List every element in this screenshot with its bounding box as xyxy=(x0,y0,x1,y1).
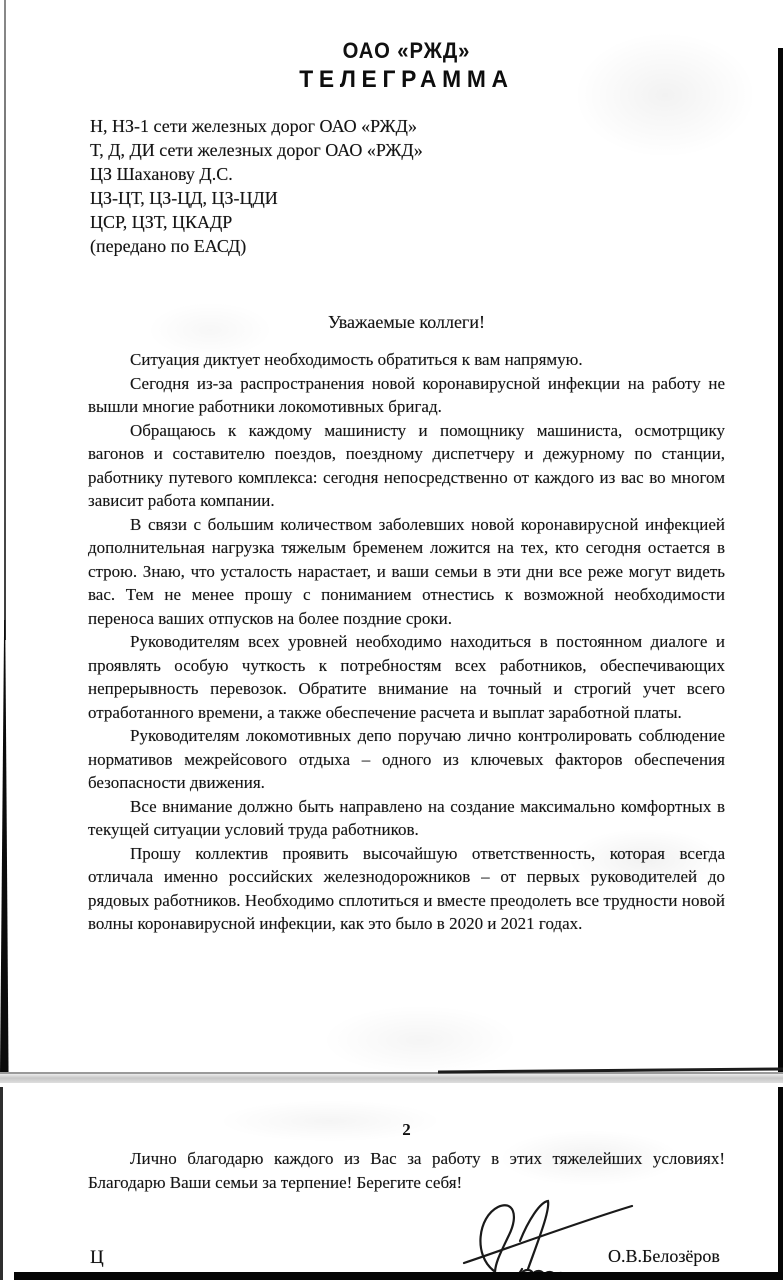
signer-name: О.В.Белозёров xyxy=(608,1246,720,1266)
scan-edge-shadow-left xyxy=(0,620,9,1074)
body-paragraph: Руководителям локомотивных депо поручаю лично контролировать соблюдение нормативов межрейсового отдыха – одного из ключевых факторов обеспечения безопасности движения. xyxy=(88,726,725,792)
page-divider xyxy=(0,1074,783,1083)
closing-paragraph-block xyxy=(88,1147,725,1195)
document-type-title: ТЕЛЕГРАММА xyxy=(299,66,514,93)
letter-body xyxy=(88,348,725,936)
body-paragraph: Лично благодарю каждого из Вас за работу в этих тяжелейших условиях! Благодарю Ваши семьи за терпение! Берегите себя! xyxy=(88,1149,725,1192)
recipient-line: Н, НЗ-1 сети железных дорог ОАО «РЖД» xyxy=(90,116,417,136)
page-2 xyxy=(0,1083,783,1280)
body-paragraph: Ситуация диктует необходимость обратиться к вам напрямую. xyxy=(130,350,583,369)
salutation: Уважаемые коллеги! xyxy=(328,312,485,332)
footer-index-mark: Ц xyxy=(90,1247,104,1268)
recipient-line: ЦСР, ЦЗТ, ЦКАДР xyxy=(90,212,233,232)
scan-edge-bar-right xyxy=(778,1087,783,1280)
body-paragraph: Прошу коллектив проявить высочайшую ответственность, которая всегда отличала именно российских железнодорожников – от первых руководителей до рядовых работников. Необходимо сплотиться и вместе преодолеть все трудности новой волны коронавирусной инфекции, как это было в 2020 и 2021 годах. xyxy=(88,843,725,933)
recipients-block xyxy=(90,114,423,258)
recipient-line: ЦЗ-ЦТ, ЦЗ-ЦД, ЦЗ-ЦДИ xyxy=(90,188,278,208)
recipient-line: (передано по ЕАСД) xyxy=(90,236,247,256)
body-paragraph: Обращаюсь к каждому машинисту и помощнику машиниста, осмотрщику вагонов и составителю поездов, поездному диспетчеру и дежурному по станции, работнику путевого комплекса: сегодня непосредственно от каждого из вас во многом зависит работа компании. xyxy=(88,420,725,510)
page-number: 2 xyxy=(402,1120,411,1139)
body-paragraph: Руководителям всех уровней необходимо находиться в постоянном диалоге и проявлять особую чуткость к потребностям всех работников, обеспечивающих непрерывность перевозок. Обратите внимание на точный и строгий учет всего отработанного времени, а также обеспечение расчета и выплат заработной платы. xyxy=(88,632,725,722)
org-title: ОАО «РЖД» xyxy=(342,38,471,63)
body-paragraph: Все внимание должно быть направлено на создание максимально комфортных в текущей ситуации условий труда работников. xyxy=(88,796,725,839)
document-header xyxy=(88,38,725,94)
recipient-line: ЦЗ Шаханову Д.С. xyxy=(90,164,233,184)
recipient-line: Т, Д, ДИ сети железных дорог ОАО «РЖД» xyxy=(90,140,423,160)
signature-icon xyxy=(458,1195,643,1280)
scan-edge-bar-right xyxy=(778,48,783,1074)
scan-edge-bar-bottom xyxy=(14,1272,783,1280)
body-paragraph: Сегодня из-за распространения новой коронавирусной инфекции на работу не вышли многие работники локомотивных бригад. xyxy=(88,373,725,416)
scan-edge-line-left xyxy=(4,0,6,640)
scan-edge-line-left xyxy=(0,1087,3,1280)
body-paragraph: В связи с большим количеством заболевших новой коронавирусной инфекцией дополнительная нагрузка тяжелым бременем ложится на тех, кто сегодня остается в строю. Знаю, что усталость нарастает, и ваши семьи в эти дни все реже могут видеть вас. Тем не менее прошу с пониманием отнестись к возможной необходимости переноса ваших отпусков на более поздние сроки. xyxy=(88,514,725,628)
